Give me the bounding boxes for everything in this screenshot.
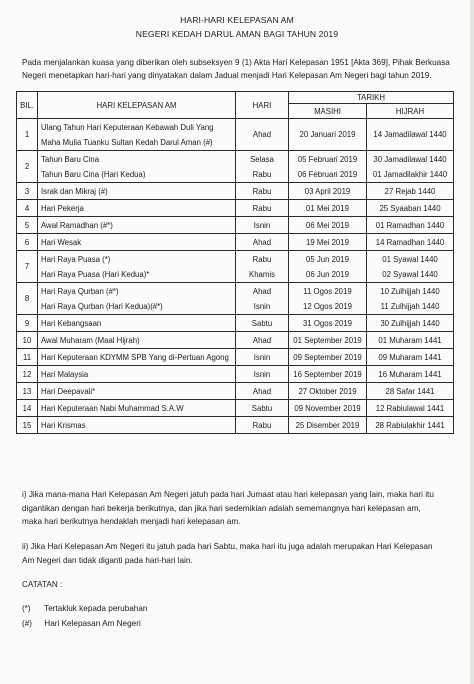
table-row xyxy=(17,383,454,400)
cell-bil: 12 xyxy=(17,366,38,383)
cell-masihi-line: 05 Jun 2019 xyxy=(306,254,349,264)
cell-holiday-name: Hari Keputeraan KDYMM SPB Yang di-Pertuan Agong xyxy=(38,349,236,366)
header-holiday-name: HARI KELEPASAN AM xyxy=(38,92,236,119)
legend-text: Hari Kelepasan Am Negeri xyxy=(44,619,141,628)
cell-hijrah xyxy=(367,251,454,283)
cell-masihi: 20 Januari 2019 xyxy=(289,119,367,151)
cell-bil: 11 xyxy=(17,349,38,366)
cell-bil: 3 xyxy=(17,183,38,200)
cell-holiday-name-line: Hari Raya Puasa (*) xyxy=(41,254,111,264)
cell-hijrah: 30 Zulhijjah 1440 xyxy=(367,315,454,332)
cell-hijrah: 25 Syaaban 1440 xyxy=(367,200,454,217)
cell-bil: 13 xyxy=(17,383,38,400)
cell-hijrah xyxy=(367,283,454,315)
legend-symbol: (*) xyxy=(22,604,31,613)
cell-day: Sabtu xyxy=(236,400,289,417)
table-row xyxy=(17,366,454,383)
cell-day: Ahad xyxy=(236,119,289,151)
doc-subtitle: NEGERI KEDAH DARUL AMAN BAGI TAHUN 2019 xyxy=(135,29,339,39)
cell-masihi: 06 Mei 2019 xyxy=(289,217,367,234)
cell-holiday-name: Hari Wesak xyxy=(38,234,236,251)
note-saturday xyxy=(22,540,462,567)
cell-hijrah: 14 Ramadhan 1440 xyxy=(367,234,454,251)
cell-holiday-name: Hari Kebangsaan xyxy=(38,315,236,332)
cell-bil: 10 xyxy=(17,332,38,349)
legend-state-holiday xyxy=(22,619,141,628)
cell-masihi: 09 September 2019 xyxy=(289,349,367,366)
cell-day xyxy=(236,251,289,283)
cell-masihi-line: 06 Jun 2019 xyxy=(306,269,349,279)
cell-day: Ahad xyxy=(236,234,289,251)
note-line: maka hari berikutnya hendaklah menjadi hari kelepasan am. xyxy=(22,517,241,526)
cell-hijrah-line: 10 Zulhijjah 1440 xyxy=(380,286,440,296)
cell-holiday-name: Awal Muharam (Maal Hijrah) xyxy=(38,332,236,349)
cell-day: Isnin xyxy=(236,366,289,383)
cell-hijrah: 27 Rejab 1440 xyxy=(367,183,454,200)
holiday-table xyxy=(16,91,454,434)
table-row xyxy=(17,417,454,434)
table-row xyxy=(17,315,454,332)
header-masihi: MASIHI xyxy=(289,104,367,119)
cell-day-line: Ahad xyxy=(252,286,272,296)
cell-masihi: 27 Oktober 2019 xyxy=(289,383,367,400)
table-row xyxy=(17,332,454,349)
cell-day-line: Rabu xyxy=(252,169,272,179)
cell-day: Rabu xyxy=(236,200,289,217)
note-friday xyxy=(22,488,462,529)
cell-hijrah: 16 Muharam 1441 xyxy=(367,366,454,383)
cell-day: Sabtu xyxy=(236,315,289,332)
cell-holiday-name: Hari Malaysia xyxy=(38,366,236,383)
legend-symbol: (#) xyxy=(22,619,33,628)
intro-line: Negeri menetapkan hari-hari yang dinyatakan dalam Jadual menjadi Hari Kelepasan Am Negeri bagi tahun 2019. xyxy=(22,70,432,80)
cell-masihi-line: 12 Ogos 2019 xyxy=(303,301,352,311)
cell-masihi: 25 Disember 2019 xyxy=(289,417,367,434)
cell-masihi: 09 November 2019 xyxy=(289,400,367,417)
cell-masihi: 16 September 2019 xyxy=(289,366,367,383)
intro-line: Pada menjalankan kuasa yang diberikan oleh subseksyen 9 (1) Akta Hari Kelepasan 1951 [Akta 369], Pihak Berkuasa xyxy=(22,58,450,67)
cell-masihi: 19 Mei 2019 xyxy=(289,234,367,251)
cell-hijrah-line: 01 Jamadilakhir 1440 xyxy=(372,169,448,179)
scan-edge xyxy=(470,0,474,684)
cell-bil: 6 xyxy=(17,234,38,251)
cell-day: Ahad xyxy=(236,383,289,400)
cell-holiday-name: Israk dan Mikraj (#) xyxy=(38,183,236,200)
note-line: digantikan dengan hari bekerja berikutnya, dan jika hari sedemikian adalah sememangnya hari kelepasan am, xyxy=(22,503,421,513)
cell-bil: 1 xyxy=(17,119,38,151)
table-row xyxy=(17,234,454,251)
cell-hijrah: 01 Ramadhan 1440 xyxy=(367,217,454,234)
cell-hijrah: 28 Safar 1441 xyxy=(367,383,454,400)
cell-day: Isnin xyxy=(236,349,289,366)
cell-bil: 8 xyxy=(17,283,38,315)
cell-hijrah: 09 Muharam 1441 xyxy=(367,349,454,366)
cell-holiday-name xyxy=(38,151,236,183)
cell-holiday-name: Hari Krismas xyxy=(38,417,236,434)
cell-masihi: 03 April 2019 xyxy=(289,183,367,200)
note-line: Am Negeri dan tidak diganti pada hari-hari lain. xyxy=(22,555,193,565)
cell-holiday-name-line: Hari Raya Qurban (#*) xyxy=(41,286,119,296)
cell-day: Rabu xyxy=(236,183,289,200)
cell-hijrah: 28 Rabiulakhir 1441 xyxy=(367,417,454,434)
cell-day xyxy=(236,151,289,183)
cell-masihi: 01 September 2019 xyxy=(289,332,367,349)
cell-holiday-name-line: Tahun Baru Cina xyxy=(41,154,100,164)
cell-bil: 4 xyxy=(17,200,38,217)
cell-bil: 15 xyxy=(17,417,38,434)
legend-text: Tertakluk kepada perubahan xyxy=(44,604,148,613)
doc-title: HARI-HARI KELEPASAN AM xyxy=(180,15,294,25)
cell-holiday-name-line: Maha Mulia Tuanku Sultan Kedah Darul Aman (#) xyxy=(41,137,213,147)
cell-hijrah xyxy=(367,151,454,183)
cell-masihi xyxy=(289,251,367,283)
cell-masihi: 01 Mei 2019 xyxy=(289,200,367,217)
cell-day: Rabu xyxy=(236,417,289,434)
cell-day-line: Selasa xyxy=(250,154,274,164)
table-row xyxy=(17,119,454,151)
cell-holiday-name-line: Tahun Baru Cina (Hari Kedua) xyxy=(41,169,146,179)
table-row xyxy=(17,151,454,183)
cell-holiday-name xyxy=(38,283,236,315)
cell-hijrah: 12 Rabiulawal 1441 xyxy=(367,400,454,417)
table-row xyxy=(17,200,454,217)
cell-holiday-name-line: Ulang Tahun Hari Keputeraan Kebawah Duli Yang xyxy=(41,122,214,132)
cell-hijrah: 14 Jamadilawal 1440 xyxy=(367,119,454,151)
cell-bil: 2 xyxy=(17,151,38,183)
table-row xyxy=(17,217,454,234)
header-tarikh: TARIKH xyxy=(289,92,454,104)
cell-holiday-name: Hari Keputeraan Nabi Muhammad S.A.W xyxy=(38,400,236,417)
cell-hijrah: 01 Muharam 1441 xyxy=(367,332,454,349)
table-row xyxy=(17,251,454,283)
header-hijrah: HIJRAH xyxy=(367,104,454,119)
holiday-table-body xyxy=(17,119,454,434)
catatan-heading: CATATAN : xyxy=(22,580,63,589)
table-row xyxy=(17,349,454,366)
cell-holiday-name xyxy=(38,251,236,283)
cell-hijrah-line: 01 Syawal 1440 xyxy=(382,254,438,264)
cell-day: Ahad xyxy=(236,332,289,349)
table-row xyxy=(17,400,454,417)
cell-day-line: Isnin xyxy=(253,301,271,311)
cell-bil: 5 xyxy=(17,217,38,234)
cell-holiday-name: Hari Pekerja xyxy=(38,200,236,217)
cell-day: Isnin xyxy=(236,217,289,234)
note-line: i) Jika mana-mana Hari Kelepasan Am Negeri jatuh pada hari Jumaat atau hari kelepasan yang lain, maka hari itu xyxy=(22,490,434,499)
cell-bil: 9 xyxy=(17,315,38,332)
note-line: ii) Jika Hari Kelepasan Am Negeri itu jatuh pada hari Sabtu, maka hari itu juga adalah merupakan Hari Kelepasan xyxy=(22,542,433,551)
table-row xyxy=(17,183,454,200)
cell-day-line: Rabu xyxy=(252,254,272,264)
cell-holiday-name-line: Hari Raya Puasa (Hari Kedua)* xyxy=(41,269,150,279)
cell-holiday-name xyxy=(38,119,236,151)
cell-hijrah-line: 30 Jamadilawal 1440 xyxy=(373,154,447,164)
cell-hijrah-line: 11 Zulhijjah 1440 xyxy=(380,301,440,311)
cell-masihi: 31 Ogos 2019 xyxy=(289,315,367,332)
cell-bil: 14 xyxy=(17,400,38,417)
table-row xyxy=(17,283,454,315)
header-day: HARI xyxy=(236,92,289,119)
intro-paragraph xyxy=(22,57,452,82)
header-bil: BIL. xyxy=(17,92,38,119)
cell-holiday-name: Hari Deepavali* xyxy=(38,383,236,400)
cell-holiday-name-line: Hari Raya Qurban (Hari Kedua)(#*) xyxy=(41,301,163,311)
cell-masihi xyxy=(289,151,367,183)
cell-bil: 7 xyxy=(17,251,38,283)
cell-masihi-line: 05 Februari 2019 xyxy=(297,154,358,164)
cell-holiday-name: Awal Ramadhan (#*) xyxy=(38,217,236,234)
cell-masihi xyxy=(289,283,367,315)
cell-masihi-line: 11 Ogos 2019 xyxy=(303,286,352,296)
cell-day xyxy=(236,283,289,315)
cell-day-line: Khamis xyxy=(249,269,275,279)
cell-masihi-line: 06 Februari 2019 xyxy=(297,169,358,179)
cell-hijrah-line: 02 Syawal 1440 xyxy=(382,269,438,279)
legend-subject-to-change xyxy=(22,604,147,613)
